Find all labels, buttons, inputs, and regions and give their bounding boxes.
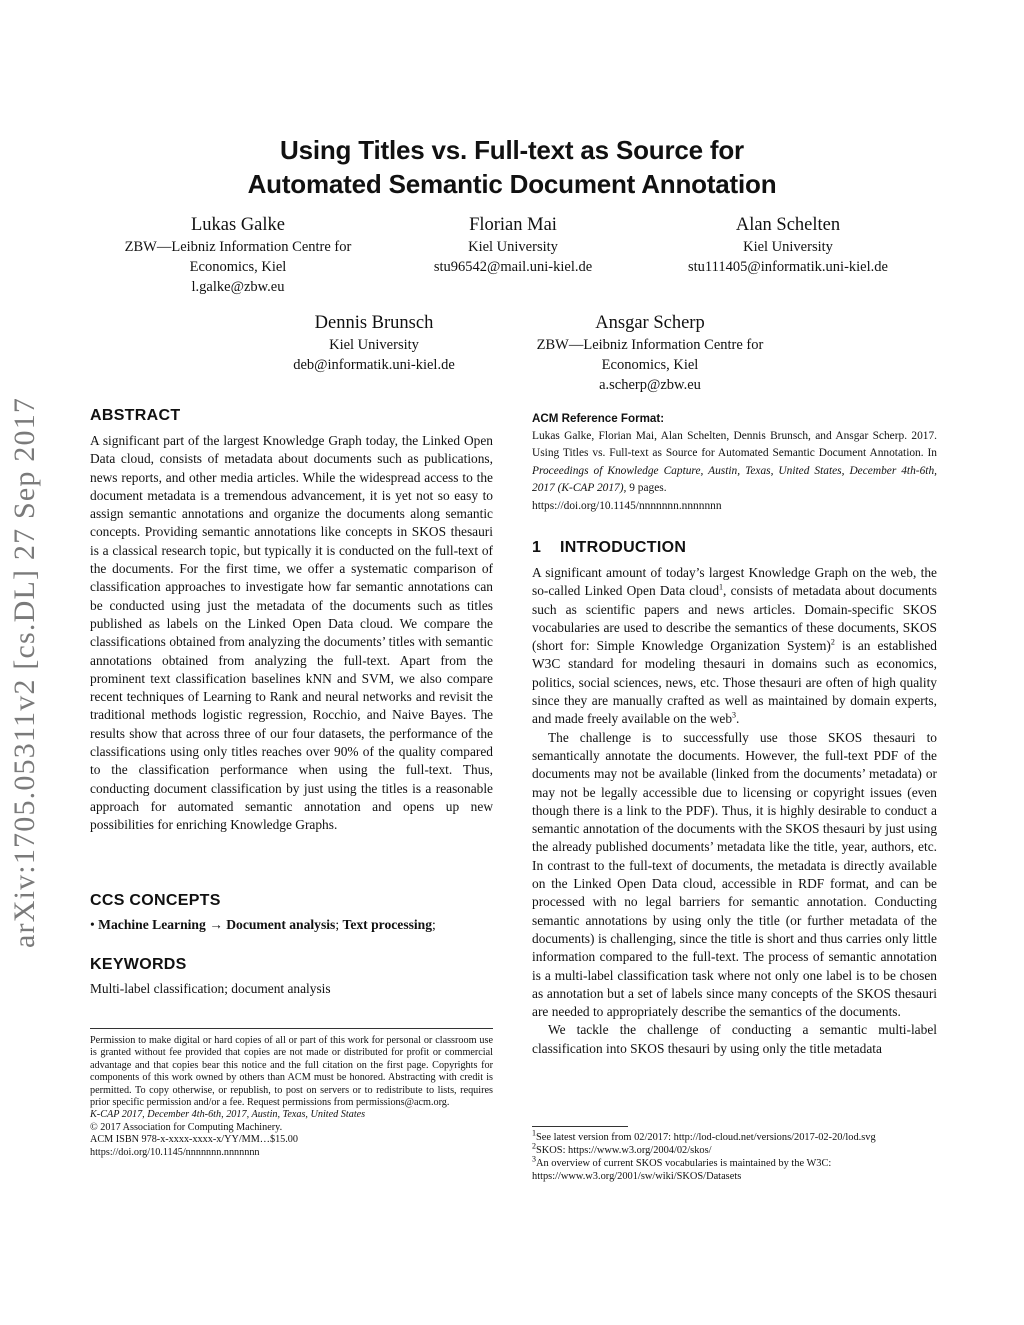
- author-email: deb@informatik.uni-kiel.de: [293, 357, 455, 373]
- abstract-body: [90, 432, 493, 835]
- footnotes: [532, 1128, 937, 1183]
- author-affiliation: Kiel University: [468, 239, 558, 255]
- acm-reference-text: Lukas Galke, Florian Mai, Alan Schelten, Dennis Brunsch, and Ansgar Scherp. 2017. Using Titles vs. Full-text as Source for Automated Semantic Document Annotation. In Proceedings of Knowledge Capture, Austin, Texas, United States, December 4th-6th, 2017 (K-CAP 2017), 9 pages.: [532, 429, 937, 494]
- intro-body: [532, 564, 937, 1058]
- section-number: 1: [532, 539, 542, 556]
- acm-reference-heading: ACM Reference Format:: [532, 412, 665, 425]
- author-affiliation: Economics, Kiel: [601, 357, 699, 373]
- footnote-marker: 1: [719, 582, 724, 592]
- author-name: Ansgar Scherp: [595, 313, 705, 333]
- footer-rule: [90, 1028, 493, 1029]
- footnote: $^3$An overview of current SKOS vocabularies is maintained by the W3C: https://www.w3.org/2001/sw/wiki/SKOS/Datasets: [532, 1154, 832, 1182]
- author-block: [650, 214, 926, 277]
- acm-reference: [532, 410, 937, 515]
- ccs-concept: Text processing: [342, 917, 433, 932]
- author-affiliation: Kiel University: [743, 239, 833, 255]
- author-name: Dennis Brunsch: [314, 313, 434, 333]
- title-line-1: Using Titles vs. Full-text as Source for: [280, 135, 744, 165]
- ccs-concepts: [90, 916, 500, 934]
- abstract-text: A significant part of the largest Knowledge Graph today, the Linked Open Data cloud, consists of metadata about documents such as publications, news reports, and other media articles. While the widespread access to the document metadata is a tremendous advancement, it is yet not so easy to assign semantic annotations and organize the documents along semantic concepts. Providing semantic annotations like concepts in SKOS thesauri is a classical research topic, but typically it is conducted on the full-text of the documents. For the first time, we offer a systematic comparison of classification approaches to investigate how far semantic annotations can be conducted using just the metadata of the documents such as titles published as labels on the Linked Open Data cloud. We compare the classifications obtained from analyzing the documents’ titles with semantic annotations obtained from analyzing the full-text. Apart from the prominent text classification baselines kNN and SVM, we also compare recent techniques of Learning to Rank and neural networks and revisit the traditional methods logistic regression, Rocchio, and Naive Bayes. The results show that across three of our four datasets, the performance of the classifications using only titles reaches over 90% of the quality compared to the classification performance when using the full-text. Thus, conducting document classification by just using the titles is a reasonable approach for automated semantic annotation and opens up new possibilities for enriching Knowledge Graphs.: [90, 433, 493, 833]
- keywords-heading: KEYWORDS: [90, 956, 187, 973]
- permission-block: [90, 1035, 493, 1159]
- footnote-rule: [532, 1126, 628, 1127]
- intro-paragraph: A significant amount of today’s largest Knowledge Graph on the web, the so-called Linked Open Data cloud$^1$, consists of metadata about documents such as scientific papers and news articles. Domain-specific SKOS vocabularies are used to describe the semantics of these documents, SKOS (short for: Simple Knowledge Organization System)$^2$ is an established W3C standard for modeling thesauri in domains such as economics, politics, social sciences, news, etc. Those thesauri are often of high quality since they are manually crafted as well as maintained by domain experts, and made freely available on the web$^3$.: [532, 565, 937, 727]
- author-name: Lukas Galke: [190, 215, 285, 235]
- author-affiliation: Kiel University: [329, 337, 419, 353]
- author-affiliation: ZBW—Leibniz Information Centre for: [536, 337, 764, 353]
- footnote: $^1$See latest version from 02/2017: http://lod-cloud.net/versions/2017-02-20/lod.svg: [532, 1128, 876, 1143]
- keywords-text: Multi-label classification; document analysis: [90, 981, 331, 996]
- author-name: Florian Mai: [469, 215, 557, 235]
- author-block: [393, 214, 633, 277]
- author-affiliation: Economics, Kiel: [189, 259, 287, 275]
- ccs-concept: Machine Learning: [98, 917, 206, 932]
- author-email: l.galke@zbw.eu: [191, 279, 285, 295]
- author-block: [256, 312, 492, 375]
- title-line-2: Automated Semantic Document Annotation: [247, 169, 777, 199]
- author-email: a.scherp@zbw.eu: [599, 377, 701, 393]
- section-title: INTRODUCTION: [559, 539, 687, 556]
- arxiv-stamp: arXiv:1705.05311v2 [cs.DL] 27 Sep 2017: [8, 396, 41, 948]
- intro-paragraph: The challenge is to successfully use those SKOS thesauri to semantically annotate the documents. However, the full-text PDF of the documents may not be available (linked from the documents’ metadata) or may not be legally accessible due to licensing or copyright issues (even though there is a link to the PDF). Thus, it is highly desirable to conduct a semantic annotation of the documents with the SKOS thesauri by just using the already published documents’ metadata like the title, year, authors, etc. In contrast to the full-text of documents, the metadata is directly available on the Linked Open Data cloud, accessible in RDF format, and can be processed with no legal barriers for semantic annotation. Conducting semantic annotations by using only the title (or further metadata of the documents) is challenging, since the title is short and thus carries only little information compared to the full-text. The process of semantic annotation is a multi-label classification task where not only one label is to be chosen as annotation but a set of labels since many concepts of the SKOS thesauri are needed to appropriately describe the semantics of the documents.: [532, 729, 938, 1020]
- author-email: stu111405@informatik.uni-kiel.de: [688, 259, 888, 275]
- author-affiliation: ZBW—Leibniz Information Centre for: [124, 239, 352, 255]
- acm-reference-doi: https://doi.org/10.1145/nnnnnnn.nnnnnnn: [532, 499, 722, 512]
- abstract-heading: ABSTRACT: [90, 407, 181, 424]
- ccs-separator: ;: [335, 917, 340, 932]
- intro-heading: [532, 539, 686, 557]
- paper-title: [120, 133, 904, 201]
- ccs-concept: Document analysis: [226, 917, 336, 932]
- ccs-heading: CCS CONCEPTS: [90, 892, 221, 909]
- permission-text: Permission to make digital or hard copies of all or part of this work for personal or classroom use is granted without fee provided that copies are not made or distributed for profit or commercial advantage and that copies bear this notice and the full citation on the first page. Copyrights for components of this work owned by others than ACM must be honored. Abstracting with credit is permitted. To copy otherwise, or republish, to post on servers or to redistribute to lists, requires prior specific permission and/or a fee. Request permissions from permissions@acm.org.: [90, 1035, 493, 1109]
- isbn: ACM ISBN 978-x-xxxx-xxxx-x/YY/MM…$15.00: [90, 1134, 298, 1146]
- conference-info: K-CAP 2017, December 4th-6th, 2017, Austin, Texas, United States: [90, 1109, 366, 1121]
- ccs-bullet: •: [90, 917, 95, 932]
- doi: https://doi.org/10.1145/nnnnnnn.nnnnnnn: [90, 1146, 260, 1158]
- footnote: $^2$SKOS: https://www.w3.org/2004/02/skos/: [532, 1141, 712, 1156]
- intro-paragraph: We tackle the challenge of conducting a semantic multi-label classification into SKOS thesauri by using only the title metadata: [532, 1022, 937, 1056]
- ccs-arrow: →: [209, 917, 223, 932]
- copyright-notice: © 2017 Association for Computing Machinery.: [90, 1121, 283, 1133]
- author-block: [100, 214, 376, 297]
- author-block: [510, 312, 790, 395]
- footnote-marker: 2: [830, 637, 835, 647]
- ccs-separator: ;: [432, 917, 436, 932]
- author-email: stu96542@mail.uni-kiel.de: [433, 259, 593, 275]
- author-name: Alan Schelten: [735, 215, 841, 235]
- footnote-marker: 3: [732, 710, 737, 720]
